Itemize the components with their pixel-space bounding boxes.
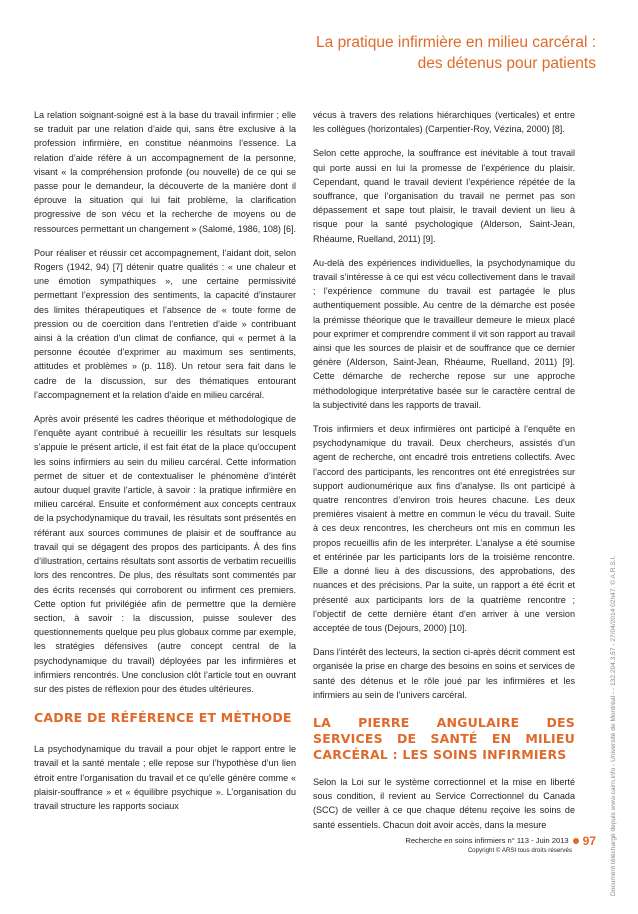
paragraph: Dans l’intérêt des lecteurs, la section ci-après décrit comment est organisée la prise en charge des besoins en soins et services de santé des détenus et le rôle joué par les infirmières et les infirmiers au sein de l’univers carcéral. — [313, 647, 575, 700]
paragraph: La relation soignant-soigné est à la base du travail infirmier ; elle se traduit par une relation d’aide qui, sans être exclusive à la profession infirmière, en constitue néanmoins l’essence. La relation d’aide réfère à un accompagnement de la personne, visant « la compréhension profonde (ou nouvelle) de ce qui se passe pour le demandeur, la découverte de la manière dont il éprouve la situation qui lui fait problème, la clarification progressive de son vécu et la recherche de moyens ou de ressources permettant un changement » (Salomé, 1986, 108) [6]. — [34, 110, 297, 234]
paragraph: Au-delà des expériences individuelles, la psychodynamique du travail s’intéresse à ce qui est vécu collectivement dans le travail ; l’expérience commune du travail est partagée le plus authentiquement possible. Au centre de la démarche est posée la prémisse théorique que le travailleur demeure le mieux placé pour exprimer et comprendre comment il vit son rapport au travail ainsi que les sources de plaisir et de souffrance que ce dernier génère (Alderson, Saint-Jean, Rhéaume, Ruelland, 2011) [9]. Cette démarche de recherche repose sur une approche méthodologique interprétative basée sur le caractère central de la subjectivité dans les rapports de travail. — [313, 257, 575, 410]
paragraph: Pour réaliser et réussir cet accompagnement, l’aidant doit, selon Rogers (1942, 94) [7] détenir quatre qualités : « une chaleur et une émotion sympathiques », une certaine permissivité permettant l’expression des sentiments, la capacité d’instaurer des limites thérapeutiques et l’absence de « toute forme de pression ou de coercition dans l’entretien d’aide » contribuant ainsi à la création d’un climat de confiance, qui « permet à la personne écoutée d’exprimer au maximum ses sentiments, attitudes et problèmes » (p. 118). Un retour sera fait dans le cadre de la discussion, sur des thématiques entourant l’accompagnement et la relation d’aide en milieu carcéral. — [34, 247, 296, 400]
bullet-dot-icon — [573, 838, 579, 844]
header-line-1: La pratique infirmière en milieu carcéral : — [316, 34, 596, 51]
paragraph: Selon cette approche, la souffrance est inévitable à tout travail qui porte aussi en lui la promesse de l’expérience du plaisir. Cependant, quand le travail devient l’expérience répétée de la souffrance, que l’organisation du travail ne permet pas son dépassement et sape tout plaisir, le travail devient un lieu à risque pour la santé psychologique (Alderson, Saint-Jean, Rhéaume, Ruelland, 2011) [9]. — [313, 148, 575, 244]
paragraph: Selon la Loi sur le système correctionnel et la mise en liberté sous condition, il revient au Service Correctionnel du Canada (SCC) de veiller à ce que chaque détenu reçoive les soins de santé essentiels. Chacun doit avoir accès, dans la mesure — [313, 776, 575, 830]
download-watermark: Document téléchargé depuis www.cairn.info - Université de Montréal - - 132.204.3.57 - 27/04/2014 02h47. © A.R.S.I. — [610, 555, 617, 896]
section-heading: CADRE DE RÉFÉRENCE ET MÉTHODE — [34, 710, 292, 726]
paragraph: vécus à travers des relations hiérarchiques (verticales) et entre les collègues (horizontales) (Carpentier-Roy, Vézina, 2000) [8]. — [313, 110, 575, 135]
paragraph: Trois infirmiers et deux infirmières ont participé à l’enquête en psychodynamique du travail. Deux chercheurs, assistés d’un agent de recherche, ont encadré trois entretiens collectifs. Avec l’accord des participants, les rencontres ont été enregistrées sur support audionumérique aux fins d’analyse. Ils ont participé à quatre rencontres d’environ trois heures chacune. Les deux premières visaient à mettre en commun le vécu du travail. Suite à ces deux rencontres, les chercheurs ont mis en commun les propos recueillis afin de les interpréter. L’analyse a été soumise et entérinée par les participants lors de la troisième rencontre. Elle a donné lieu à des discussions, des approbations, des nuances et des précisions. Par la suite, un rapport a été écrit et présenté aux participants lors de la quatrième rencontre ; l’objectif de cette dernière étant d’en arriver à une version acceptée de tous (Dejours, 2000) [10]. — [313, 424, 575, 633]
page-footer — [405, 834, 596, 854]
right-column — [313, 108, 575, 842]
header-line-2: des détenus pour patients — [417, 55, 596, 72]
journal-citation: Recherche en soins infirmiers n° 113 - Juin 2013 — [405, 836, 569, 845]
left-column — [34, 108, 296, 823]
page-number: 97 — [582, 834, 596, 848]
paragraph: Après avoir présenté les cadres théorique et méthodologique de l’enquête ayant contribué à recueillir les résultats sur lesquels s’appuie le présent article, il est fait état de la place qu’occupent les soins infirmiers au sein du milieu carcéral. Cette information permet de situer et de contextualiser le phénomène d’intérêt autour duquel gravite l’article, à savoir : la pratique infirmière en milieu carcéral. Ensuite et conformément aux concepts centraux de la psychodynamique du travail, les résultats sont présentés en référant aux sources communes de plaisir et de souffrance au travail qui se dégagent des propos des participants. À des fins d’illustration, certains résultats sont assortis de verbatim recueillis lors des rencontres. De plus, des résultats sont commentés par des écrits recensés qui corroborent ou infirment ces premiers. Cette option fut privilégiée afin de permettre que la dernière section, à savoir : la discussion, puisse soulever des questionnements quelque peu plus globaux comme par exemple, les stratégies défensives (autre concept central de la psychodynamique du travail) déployées par les infirmières et infirmiers rencontrés. Une conclusion clôt l’article tout en ouvrant sur des pistes de réflexion pour des études ultérieures. — [34, 414, 297, 694]
copyright-notice: Copyright © ARSI tous droits réservés — [467, 847, 572, 854]
paragraph: La psychodynamique du travail a pour objet le rapport entre le travail et la santé mentale ; elle repose sur l’hypothèse d’un lien étroit entre l’organisation du travail et ce qu’elle génère comme « plaisir-souffrance » et « équilibre psychique ». L’organisation du travail structure les rapports sociaux — [34, 744, 296, 811]
section-heading: LA PIERRE ANGULAIRE DES SERVICES DE SANTÉ EN MILIEU CARCÉRAL : LES SOINS INFIRMIERS — [313, 714, 575, 762]
running-header — [316, 32, 596, 74]
